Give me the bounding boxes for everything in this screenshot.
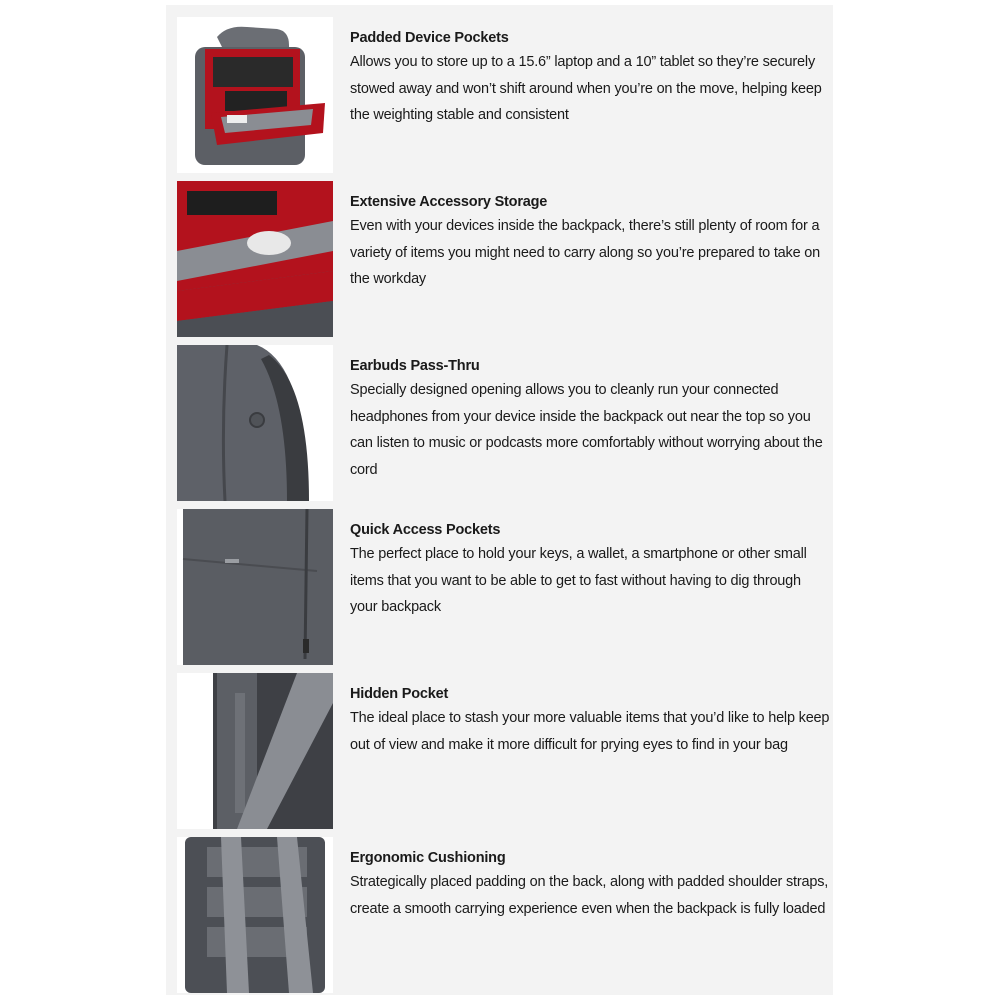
feature-earbuds-pass-thru (177, 345, 827, 503)
feature-padded-device-pockets (177, 17, 827, 175)
front-pocket-icon (177, 509, 333, 665)
feature-extensive-accessory-storage (177, 181, 827, 339)
feature-title: Ergonomic Cushioning (350, 850, 506, 866)
feature-title: Quick Access Pockets (350, 522, 501, 538)
feature-description: Strategically placed padding on the back, along with padded shoulder straps, create a smooth carrying experience even when the backpack is fully loaded (350, 874, 829, 917)
feature-description: Even with your devices inside the backpack, there’s still plenty of room for a variety of items you might need to carry along so you’re prepared to take on the workday (350, 218, 821, 287)
accessory-storage-image (177, 181, 333, 337)
feature-hidden-pocket (177, 673, 830, 831)
feature-list (166, 5, 833, 995)
hidden-pocket-icon (177, 673, 333, 829)
earbuds-port-image (177, 345, 333, 501)
accessory-pocket-icon (177, 181, 333, 337)
backpack-open-image (177, 17, 333, 173)
feature-ergonomic-cushioning (177, 837, 827, 995)
earbud-port-icon (177, 345, 333, 501)
feature-quick-access-pockets (177, 509, 827, 667)
back-padding-icon (177, 837, 333, 993)
backpack-open-icon (177, 17, 333, 173)
feature-title: Padded Device Pockets (350, 30, 509, 46)
feature-description: The ideal place to stash your more valuable items that you’d like to help keep out of view and make it more difficult for prying eyes to find in your bag (350, 710, 830, 753)
hidden-pocket-image (177, 673, 333, 829)
feature-title: Extensive Accessory Storage (350, 194, 548, 210)
feature-description: The perfect place to hold your keys, a wallet, a smartphone or other small items that you want to be able to get to fast without having to dig through your backpack (350, 546, 807, 615)
feature-title: Earbuds Pass-Thru (350, 358, 480, 374)
quick-access-pocket-image (177, 509, 333, 665)
ergonomic-cushioning-image (177, 837, 333, 993)
feature-description: Specially designed opening allows you to cleanly run your connected headphones from your device inside the backpack out near the top so you can listen to music or podcasts more comfortably without worrying about the cord (350, 382, 823, 478)
feature-description: Allows you to store up to a 15.6” laptop and a 10” tablet so they’re securely stowed away and won’t shift around when you’re on the move, helping keep the weighting stable and consistent (350, 54, 822, 123)
feature-title: Hidden Pocket (350, 686, 449, 702)
